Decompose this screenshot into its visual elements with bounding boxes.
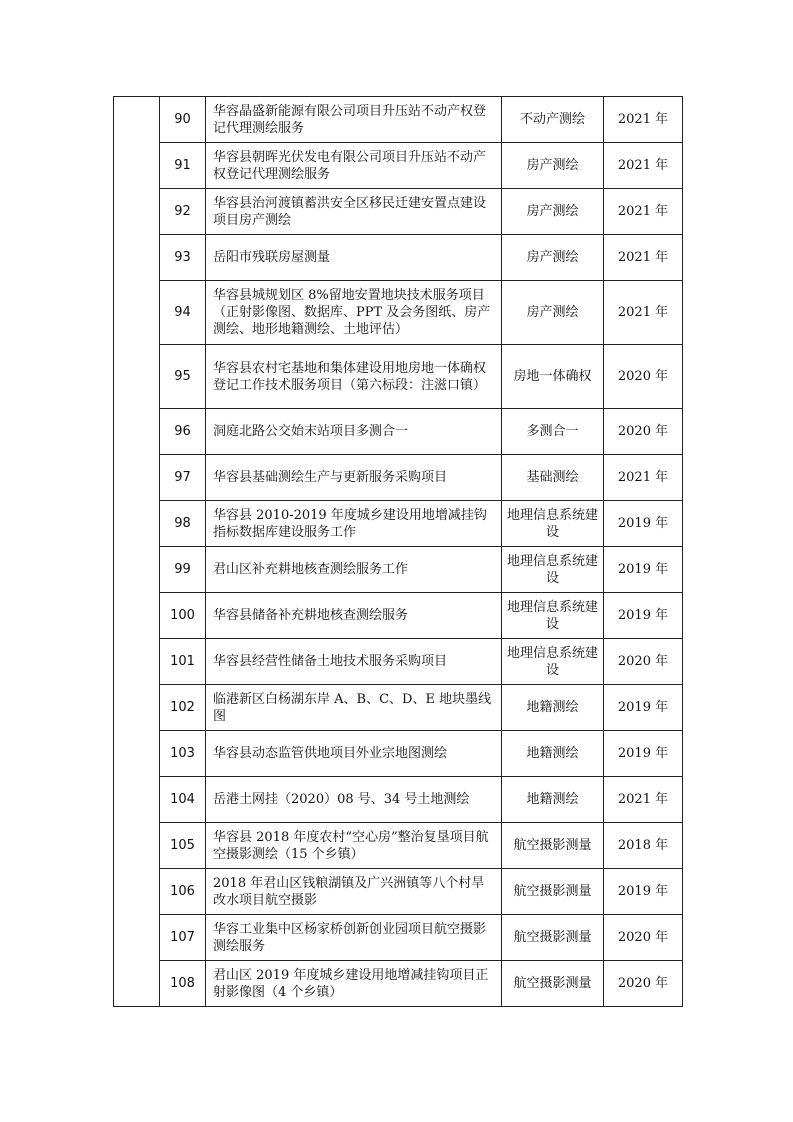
- table-row: [114, 961, 683, 1007]
- project-year: 2019 年: [604, 547, 683, 593]
- project-name: 华容晶盛新能源有限公司项目升压站不动产权登记代理测绘服务: [206, 97, 502, 143]
- project-name: 华容县治河渡镇蓄洪安全区移民迁建安置点建设项目房产测绘: [206, 189, 502, 235]
- project-name: 华容县 2010-2019 年度城乡建设用地增减挂钩指标数据库建设服务工作: [206, 501, 502, 547]
- project-year: 2018 年: [604, 823, 683, 869]
- table-row: [114, 823, 683, 869]
- project-name: 岳港土网挂（2020）08 号、34 号土地测绘: [206, 777, 502, 823]
- row-number: 105: [160, 823, 206, 869]
- row-number: 100: [160, 593, 206, 639]
- project-year: 2020 年: [604, 409, 683, 455]
- table-row: [114, 345, 683, 409]
- row-number: 106: [160, 869, 206, 915]
- row-number: 102: [160, 685, 206, 731]
- row-number: 91: [160, 143, 206, 189]
- table-row: [114, 685, 683, 731]
- project-year: 2019 年: [604, 869, 683, 915]
- table-row: [114, 593, 683, 639]
- project-year: 2021 年: [604, 455, 683, 501]
- row-number: 101: [160, 639, 206, 685]
- table-row: [114, 547, 683, 593]
- project-type: 房地一体确权: [502, 345, 604, 409]
- row-number: 103: [160, 731, 206, 777]
- project-name: 华容县 2018 年度农村“空心房”整治复垦项目航空摄影测绘（15 个乡镇）: [206, 823, 502, 869]
- project-name: 君山区补充耕地核查测绘服务工作: [206, 547, 502, 593]
- project-year: 2019 年: [604, 685, 683, 731]
- project-type: 多测合一: [502, 409, 604, 455]
- project-type: 地籍测绘: [502, 731, 604, 777]
- project-name: 华容县动态监管供地项目外业宗地图测绘: [206, 731, 502, 777]
- project-name: 华容县城规划区 8%留地安置地块技术服务项目（正射影像图、数据库、PPT 及会务图纸、房产测绘、地形地籍测绘、土地评估）: [206, 281, 502, 345]
- table-row: [114, 455, 683, 501]
- row-number: 108: [160, 961, 206, 1007]
- project-name: 华容县经营性储备土地技术服务采购项目: [206, 639, 502, 685]
- project-year: 2019 年: [604, 593, 683, 639]
- project-year: 2021 年: [604, 97, 683, 143]
- project-type: 航空摄影测量: [502, 915, 604, 961]
- project-name: 华容工业集中区杨家桥创新创业园项目航空摄影测绘服务: [206, 915, 502, 961]
- table-row: [114, 915, 683, 961]
- row-number: 104: [160, 777, 206, 823]
- project-year: 2020 年: [604, 915, 683, 961]
- row-number: 107: [160, 915, 206, 961]
- row-number: 95: [160, 345, 206, 409]
- table-row: [114, 281, 683, 345]
- project-year: 2021 年: [604, 143, 683, 189]
- project-type: 房产测绘: [502, 189, 604, 235]
- table-row: [114, 869, 683, 915]
- row-number: 96: [160, 409, 206, 455]
- project-type: 基础测绘: [502, 455, 604, 501]
- table-row: [114, 777, 683, 823]
- table-row: [114, 501, 683, 547]
- project-type: 航空摄影测量: [502, 869, 604, 915]
- project-year: 2020 年: [604, 961, 683, 1007]
- table-row: [114, 97, 683, 143]
- project-type: 地理信息系统建设: [502, 593, 604, 639]
- project-year: 2021 年: [604, 235, 683, 281]
- project-type: 不动产测绘: [502, 97, 604, 143]
- row-number: 94: [160, 281, 206, 345]
- project-type: 地理信息系统建设: [502, 639, 604, 685]
- project-type: 房产测绘: [502, 281, 604, 345]
- project-type: 房产测绘: [502, 143, 604, 189]
- project-year: 2019 年: [604, 731, 683, 777]
- table-row: [114, 731, 683, 777]
- project-type: 房产测绘: [502, 235, 604, 281]
- project-year: 2021 年: [604, 281, 683, 345]
- project-type: 地籍测绘: [502, 685, 604, 731]
- project-name: 临港新区白杨湖东岸 A、B、C、D、E 地块墨线图: [206, 685, 502, 731]
- row-number: 97: [160, 455, 206, 501]
- row-number: 98: [160, 501, 206, 547]
- table-row: [114, 639, 683, 685]
- table-row: [114, 143, 683, 189]
- table-row: [114, 235, 683, 281]
- project-name: 2018 年君山区钱粮湖镇及广兴洲镇等八个村旱改水项目航空摄影: [206, 869, 502, 915]
- project-type: 地理信息系统建设: [502, 501, 604, 547]
- project-type: 地籍测绘: [502, 777, 604, 823]
- project-type: 地理信息系统建设: [502, 547, 604, 593]
- project-year: 2021 年: [604, 189, 683, 235]
- project-name: 岳阳市残联房屋测量: [206, 235, 502, 281]
- project-record-table: [113, 96, 683, 1007]
- project-type: 航空摄影测量: [502, 961, 604, 1007]
- merged-category-cell: [114, 97, 160, 1007]
- project-name: 洞庭北路公交始末站项目多测合一: [206, 409, 502, 455]
- project-year: 2020 年: [604, 639, 683, 685]
- project-type: 航空摄影测量: [502, 823, 604, 869]
- project-name: 华容县储备补充耕地核查测绘服务: [206, 593, 502, 639]
- project-name: 华容县基础测绘生产与更新服务采购项目: [206, 455, 502, 501]
- project-name: 君山区 2019 年度城乡建设用地增减挂钩项目正射影像图（4 个乡镇）: [206, 961, 502, 1007]
- table-row: [114, 189, 683, 235]
- row-number: 90: [160, 97, 206, 143]
- project-name: 华容县农村宅基地和集体建设用地房地一体确权登记工作技术服务项目（第六标段：注滋口镇）: [206, 345, 502, 409]
- table-row: [114, 409, 683, 455]
- row-number: 99: [160, 547, 206, 593]
- project-year: 2020 年: [604, 345, 683, 409]
- project-name: 华容县朝晖光伏发电有限公司项目升压站不动产权登记代理测绘服务: [206, 143, 502, 189]
- row-number: 93: [160, 235, 206, 281]
- project-year: 2021 年: [604, 777, 683, 823]
- project-year: 2019 年: [604, 501, 683, 547]
- row-number: 92: [160, 189, 206, 235]
